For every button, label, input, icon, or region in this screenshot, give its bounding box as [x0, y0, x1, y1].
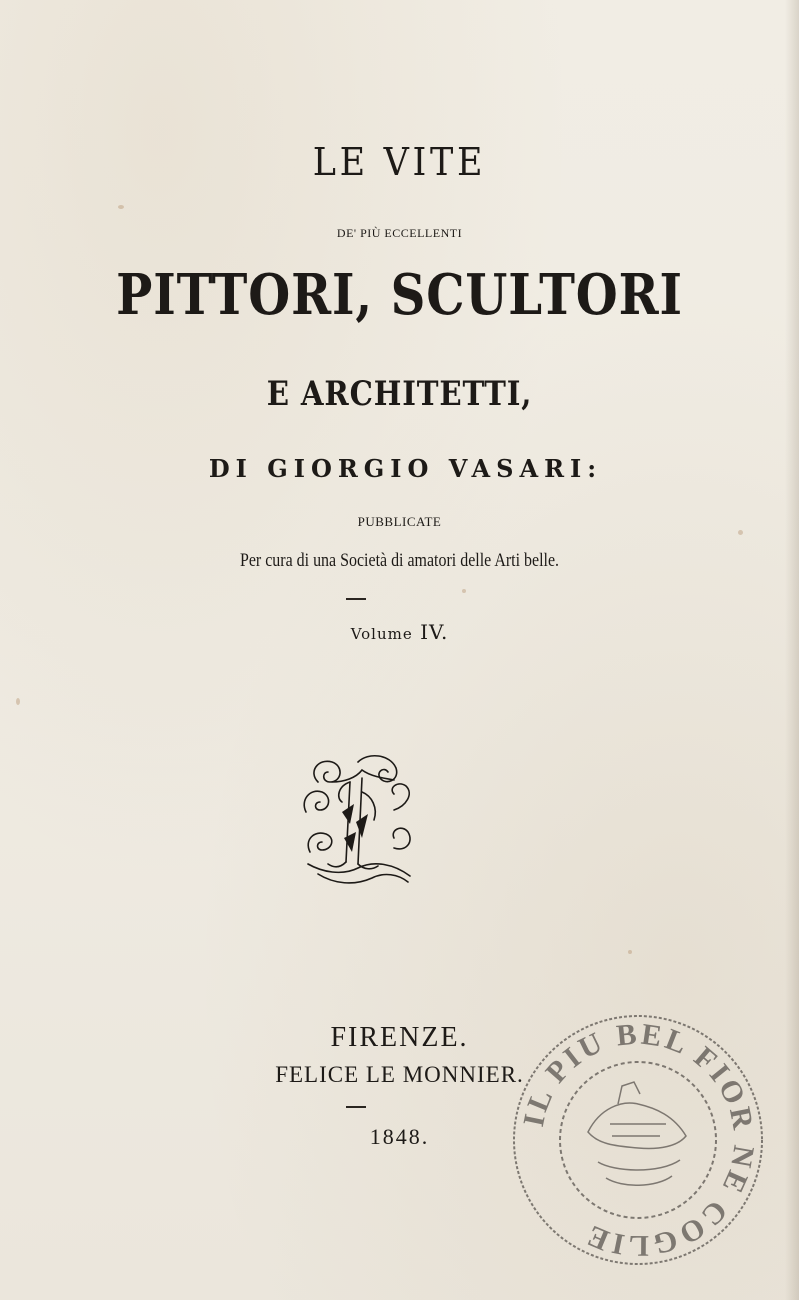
foxing-spot: [738, 530, 743, 535]
ornamental-rule: [346, 1106, 366, 1108]
book-main-title: PITTORI, SCULTORI: [116, 262, 683, 328]
foxing-spot: [118, 205, 124, 209]
ornamental-rule: [346, 598, 366, 600]
stamp-text: IL PIU BEL FIOR NE COGLIE: [517, 1017, 761, 1263]
book-title: LE VITE: [312, 140, 487, 184]
volume-word: Volume: [350, 625, 413, 643]
volume-label: [0, 620, 799, 644]
foxing-spot: [628, 950, 632, 954]
imprint-year: 1848.: [369, 1124, 430, 1149]
library-stamp-icon: [510, 1012, 766, 1268]
book-author: DI GIORGIO VASARI:: [208, 454, 603, 483]
book-subtitle: E ARCHITETTI,: [266, 374, 533, 414]
imprint-publisher: FELICE LE MONNIER.: [275, 1062, 524, 1087]
svg-text:IL PIU BEL FIOR NE COGLIE: [517, 1017, 760, 1262]
foxing-spot: [16, 698, 20, 705]
book-subtitle-small: DE' PIÙ ECCELLENTI: [336, 226, 463, 240]
imprint-place: FIRENZE.: [330, 1022, 469, 1053]
published-label: PUBBLICATE: [357, 514, 442, 529]
curated-by: Per cura di una Società di amatori delle Arti belle.: [239, 550, 560, 571]
publisher-monogram-icon: [298, 752, 420, 888]
volume-number: IV.: [420, 620, 449, 644]
foxing-spot: [462, 589, 466, 593]
